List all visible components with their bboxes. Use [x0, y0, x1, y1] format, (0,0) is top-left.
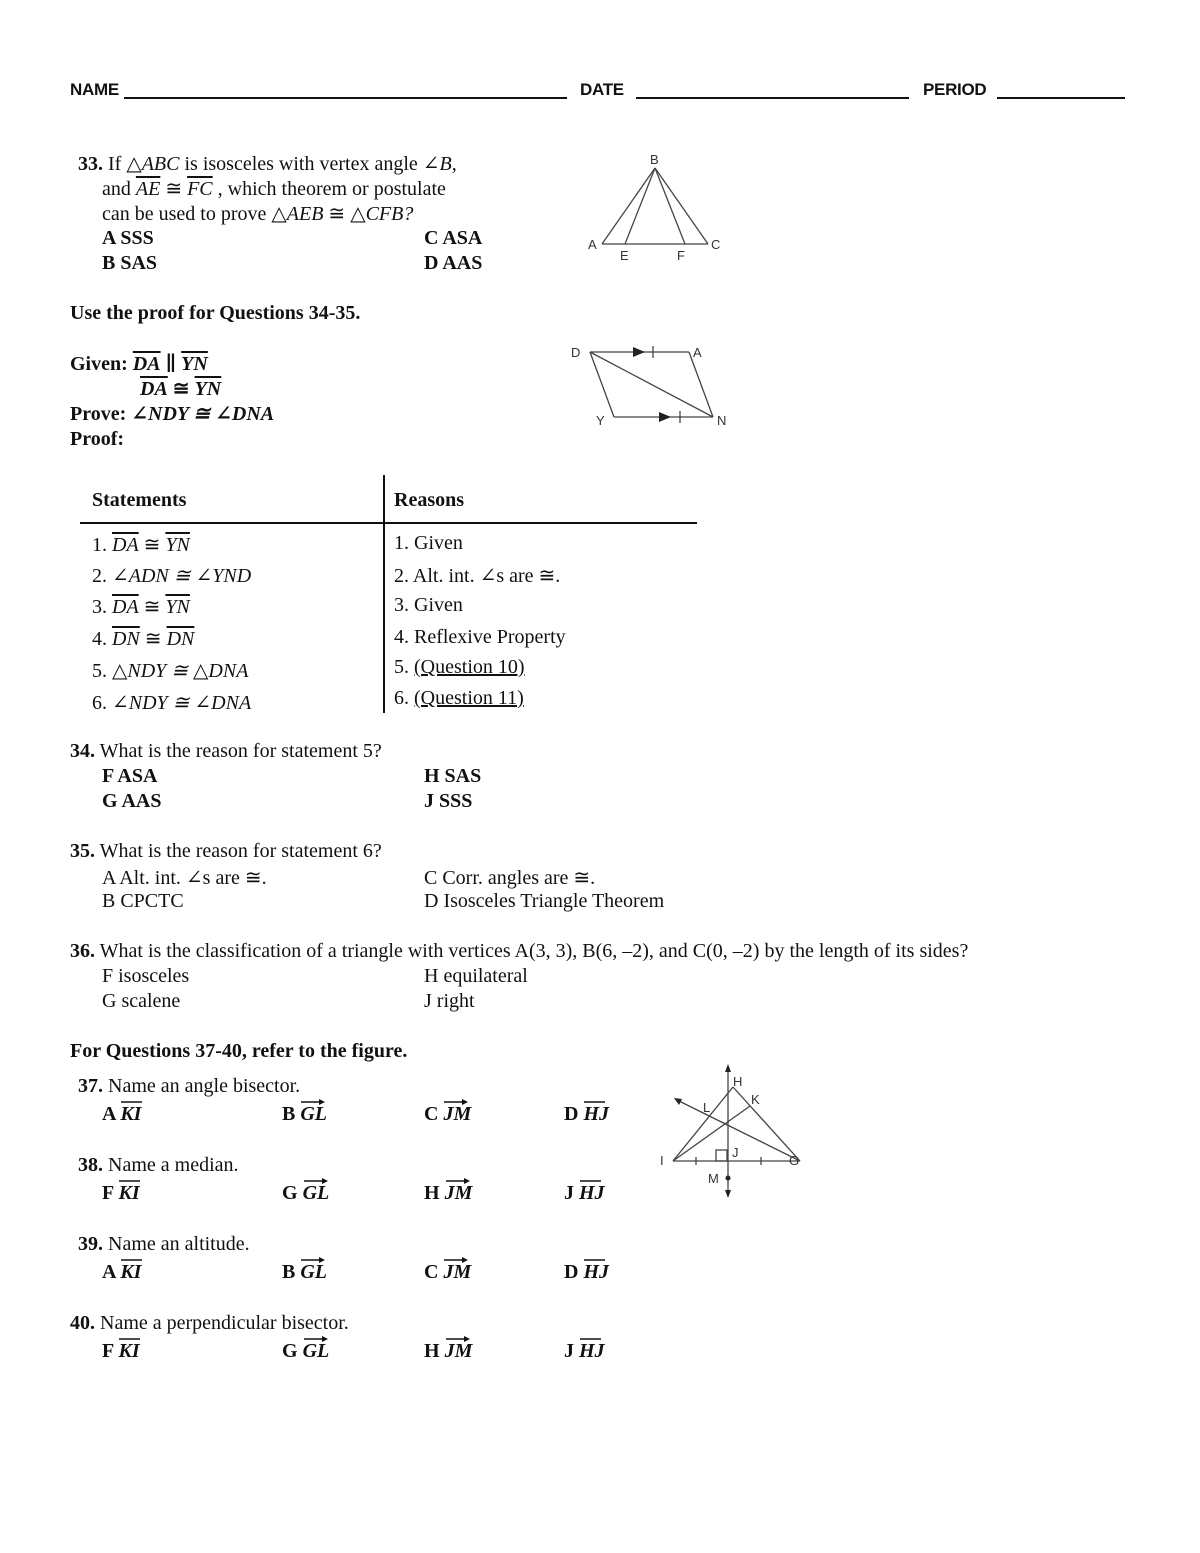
ray-mark-icon	[300, 1099, 326, 1105]
label-n: N	[717, 413, 727, 428]
q38-choice-j[interactable]	[564, 1182, 605, 1205]
q36-choice-f[interactable]: F isosceles	[102, 965, 190, 987]
q35-choice-c[interactable]: C Corr. angles are ≅.	[424, 867, 596, 889]
segment-ae: $\overline{AE}$	[135, 178, 161, 200]
triangle-abc-figure	[580, 150, 730, 265]
ray-mark-icon	[445, 1336, 471, 1342]
q36-choice-h[interactable]: H equilateral	[424, 965, 528, 987]
name-label: NAME	[70, 80, 119, 99]
choice-letter: F	[102, 1340, 114, 1362]
choice-letter: D	[564, 1261, 579, 1283]
ray-mark-icon	[303, 1336, 329, 1342]
q35-choice-a[interactable]: A Alt. int. ∠s are ≅.	[102, 867, 267, 889]
reason-2: 2. Alt. int. ∠s are ≅.	[394, 565, 561, 587]
q36-choice-j[interactable]: J right	[424, 990, 475, 1012]
segment-da: $\overline{DA}$	[140, 378, 168, 400]
choice-symbol: JM	[445, 1340, 473, 1363]
q40-choice-f[interactable]	[102, 1340, 140, 1363]
question-38: 38. Name a median.	[78, 1154, 239, 1176]
q33-triangle: △ABC	[126, 153, 180, 175]
ray-mark-icon	[443, 1099, 469, 1105]
q36-choice-g[interactable]: G scalene	[102, 990, 181, 1012]
reasons-header: Reasons	[394, 489, 465, 511]
q33-text: is isosceles with vertex angle	[179, 153, 423, 175]
statement-1: 1. $\overline{DA}$ ≅ $\overline{YN}$	[92, 534, 190, 556]
segment-mark-icon	[579, 1178, 605, 1184]
choice-symbol: JM	[443, 1103, 471, 1126]
segment-yn: $\overline{YN}$	[181, 353, 208, 375]
reason-5: 5. (Question 10)	[394, 656, 525, 678]
choice-symbol: KI	[118, 1182, 139, 1205]
label-k: K	[751, 1092, 760, 1107]
choice-symbol: GL	[303, 1182, 330, 1205]
q39-choice-a[interactable]	[102, 1261, 141, 1284]
table-divider-horizontal	[80, 522, 697, 524]
choice-symbol: KI	[120, 1261, 141, 1284]
triangle-aeb: △AEB	[271, 203, 324, 225]
q33-text: and	[102, 178, 136, 200]
q33-choice-a[interactable]: A SSS	[102, 227, 154, 249]
choice-letter: D	[564, 1103, 579, 1125]
question-39: 39. Name an altitude.	[78, 1233, 250, 1255]
triangle-cfb: △CFB?	[350, 203, 414, 225]
statement-2: 2. ∠ADN ≅ ∠YND	[92, 565, 252, 587]
q39-choice-d[interactable]	[564, 1261, 609, 1284]
q37-choice-a[interactable]	[102, 1103, 141, 1126]
label-a: A	[588, 237, 597, 252]
q34-choice-j[interactable]: J SSS	[424, 790, 473, 812]
label-i: I	[660, 1153, 664, 1168]
choice-letter: H	[424, 1182, 440, 1204]
prove-statement: ∠NDY ≅ ∠DNA	[126, 403, 275, 425]
ray-mark-icon	[303, 1178, 329, 1184]
congruent-symbol: ≅	[167, 378, 195, 400]
segment-yn: $\overline{YN}$	[194, 378, 222, 400]
label-y: Y	[596, 413, 605, 428]
reason-1: 1. Given	[394, 532, 463, 554]
statements-header: Statements	[92, 489, 187, 511]
choice-symbol: KI	[120, 1103, 141, 1126]
congruent-symbol: ≅	[323, 203, 351, 225]
choice-symbol: JM	[445, 1182, 473, 1205]
choice-letter: A	[102, 1261, 116, 1283]
q33-angle: ∠B,	[422, 153, 457, 175]
q40-choice-g[interactable]	[282, 1340, 329, 1363]
q34-choice-h[interactable]: H SAS	[424, 765, 482, 787]
reason-4: 4. Reflexive Property	[394, 626, 566, 648]
figure-intro: For Questions 37-40, refer to the figure.	[70, 1040, 408, 1062]
period-field[interactable]	[997, 97, 1125, 99]
q39-choice-b[interactable]	[282, 1261, 327, 1284]
date-label: DATE	[580, 80, 624, 99]
proof-intro: Use the proof for Questions 34-35.	[70, 302, 361, 324]
label-a: A	[693, 345, 702, 360]
question-40: 40. Name a perpendicular bisector.	[70, 1312, 349, 1334]
parallelogram-figure	[565, 340, 740, 430]
q33-choice-b[interactable]: B SAS	[102, 252, 158, 274]
label-c: C	[711, 237, 721, 252]
q33-number: 33.	[78, 153, 103, 175]
segment-mark-icon	[579, 1336, 605, 1342]
parallel-symbol: ∥	[160, 353, 182, 375]
q34-choice-f[interactable]: F ASA	[102, 765, 158, 787]
question-35: 35. What is the reason for statement 6?	[70, 840, 382, 862]
choice-letter: B	[282, 1103, 296, 1125]
label-d: D	[571, 345, 581, 360]
q35-choice-b[interactable]: B CPCTC	[102, 890, 184, 912]
segment-mark-icon	[120, 1257, 146, 1263]
label-f: F	[677, 248, 685, 263]
q37-choice-b[interactable]	[282, 1103, 327, 1126]
q38-choice-f[interactable]	[102, 1182, 140, 1205]
q38-choice-h[interactable]	[424, 1182, 472, 1205]
statement-3: 3. $\overline{DA}$ ≅ $\overline{YN}$	[92, 596, 190, 618]
given-label: Given:	[70, 353, 128, 375]
q39-choice-c[interactable]	[424, 1261, 471, 1284]
q40-choice-j[interactable]	[564, 1340, 605, 1363]
choice-symbol: HJ	[579, 1182, 605, 1205]
triangle-hig-figure	[655, 1062, 805, 1207]
question-37: 37. Name an angle bisector.	[78, 1075, 301, 1097]
label-j: J	[732, 1145, 739, 1160]
question-36: 36. What is the classification of a triangle with vertices A(3, 3), B(6, –2), and C(0, –2) by the length of its sides?	[70, 940, 969, 962]
choice-symbol: HJ	[583, 1261, 609, 1284]
choice-symbol: GL	[300, 1261, 327, 1284]
date-field[interactable]	[636, 97, 909, 99]
q33-choice-d[interactable]: D AAS	[424, 252, 483, 274]
choice-letter: G	[282, 1340, 298, 1362]
q33-text: If	[108, 153, 127, 175]
question-34: 34. What is the reason for statement 5?	[70, 740, 382, 762]
choice-letter: B	[282, 1261, 296, 1283]
segment-da: $\overline{DA}$	[132, 353, 161, 375]
label-g: G	[789, 1153, 800, 1168]
q33-choice-c[interactable]: C ASA	[424, 227, 483, 249]
congruent-symbol: ≅	[160, 178, 188, 200]
reason-3: 3. Given	[394, 594, 463, 616]
q37-choice-d[interactable]	[564, 1103, 609, 1126]
choice-letter: F	[102, 1182, 114, 1204]
choice-letter: C	[424, 1103, 439, 1125]
label-e: E	[620, 248, 629, 263]
choice-symbol: GL	[300, 1103, 327, 1126]
choice-symbol: HJ	[583, 1103, 609, 1126]
choice-letter: H	[424, 1340, 440, 1362]
choice-symbol: KI	[118, 1340, 139, 1363]
ray-mark-icon	[300, 1257, 326, 1263]
prove-label: Prove:	[70, 403, 127, 425]
table-divider-vertical	[383, 475, 385, 713]
ray-mark-icon	[445, 1178, 471, 1184]
name-field[interactable]	[124, 97, 567, 99]
q33-text: can be used to prove	[102, 203, 272, 225]
choice-letter: G	[282, 1182, 298, 1204]
choice-letter: J	[564, 1340, 574, 1362]
reason-6: 6. (Question 11)	[394, 687, 524, 709]
choice-letter: A	[102, 1103, 116, 1125]
choice-letter: J	[564, 1182, 574, 1204]
label-h: H	[733, 1074, 743, 1089]
q33-text: , which theorem or postulate	[212, 178, 446, 200]
question-33	[78, 152, 558, 227]
period-label: PERIOD	[923, 80, 987, 99]
q40-choice-h[interactable]	[424, 1340, 472, 1363]
proof-label: Proof:	[70, 428, 125, 450]
statement-6: 6. ∠NDY ≅ ∠DNA	[92, 692, 252, 714]
statement-4: 4. $\overline{DN}$ ≅ $\overline{DN}$	[92, 628, 195, 650]
segment-fc: $\overline{FC}$	[187, 178, 213, 200]
segment-mark-icon	[120, 1099, 146, 1105]
q37-choice-c[interactable]	[424, 1103, 471, 1126]
segment-mark-icon	[583, 1257, 609, 1263]
given-block	[70, 352, 274, 452]
label-l: L	[703, 1100, 711, 1115]
q35-choice-d[interactable]: D Isosceles Triangle Theorem	[424, 890, 665, 912]
segment-mark-icon	[118, 1178, 144, 1184]
segment-mark-icon	[583, 1099, 609, 1105]
statement-5: 5. △NDY ≅ △DNA	[92, 660, 249, 682]
ray-mark-icon	[443, 1257, 469, 1263]
choice-symbol: JM	[443, 1261, 471, 1284]
choice-symbol: HJ	[579, 1340, 605, 1363]
choice-letter: C	[424, 1261, 439, 1283]
choice-symbol: GL	[303, 1340, 330, 1363]
q38-choice-g[interactable]	[282, 1182, 329, 1205]
q34-choice-g[interactable]: G AAS	[102, 790, 162, 812]
label-m: M	[708, 1171, 719, 1186]
segment-mark-icon	[118, 1336, 144, 1342]
label-b: B	[650, 152, 659, 167]
